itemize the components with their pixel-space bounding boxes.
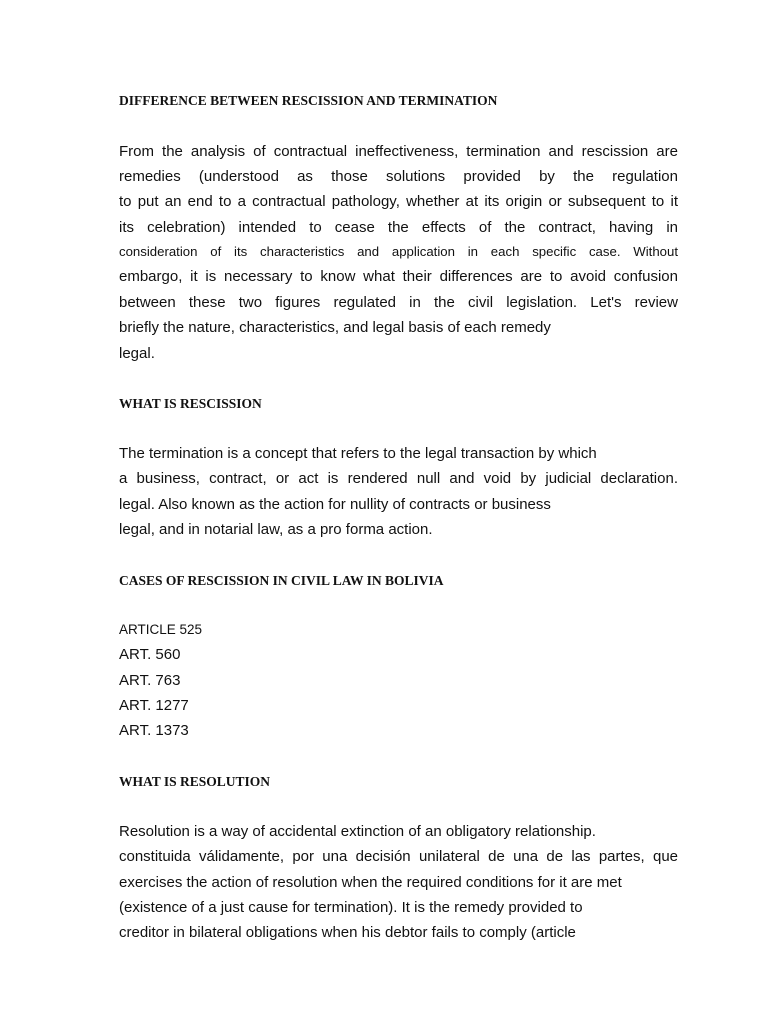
document-title: DIFFERENCE BETWEEN RESCISSION AND TERMINATION — [119, 93, 498, 108]
paragraph-line: remedies (understood as those solutions provided by the regulation — [119, 168, 678, 185]
paragraph-line: constituida válidamente, por una decisión unilateral de una de las partes, que — [119, 848, 678, 865]
paragraph-line: between these two figures regulated in the civil legislation. Let's review — [119, 294, 678, 311]
paragraph-line: legal. Also known as the action for nullity of contracts or business — [119, 496, 551, 513]
section-heading-resolution: WHAT IS RESOLUTION — [119, 774, 271, 789]
list-item: ART. 1373 — [119, 722, 189, 739]
paragraph-line: briefly the nature, characteristics, and legal basis of each remedy — [119, 319, 551, 336]
section-heading-rescission: WHAT IS RESCISSION — [119, 396, 262, 411]
paragraph-line: From the analysis of contractual ineffectiveness, termination and rescission are — [119, 143, 678, 160]
list-item: ART. 560 — [119, 646, 181, 663]
list-item: ART. 763 — [119, 672, 181, 689]
paragraph-line: exercises the action of resolution when the required conditions for it are met — [119, 874, 622, 891]
paragraph-line: to put an end to a contractual pathology, whether at its origin or subsequent to it — [119, 193, 678, 210]
paragraph-line: legal. — [119, 345, 155, 362]
paragraph-line: consideration of its characteristics and application in each specific case. Without — [119, 244, 678, 259]
paragraph-line: its celebration) intended to cease the effects of the contract, having in — [119, 219, 678, 236]
paragraph-line: embargo, it is necessary to know what their differences are to avoid confusion — [119, 268, 678, 285]
paragraph-line: legal, and in notarial law, as a pro forma action. — [119, 521, 433, 538]
paragraph-line: Resolution is a way of accidental extinction of an obligatory relationship. — [119, 823, 596, 840]
list-item: ARTICLE 525 — [119, 622, 203, 637]
section-heading-cases: CASES OF RESCISSION IN CIVIL LAW IN BOLIVIA — [119, 573, 444, 588]
list-item: ART. 1277 — [119, 697, 189, 714]
paragraph-line: (existence of a just cause for termination). It is the remedy provided to — [119, 899, 583, 916]
paragraph-line: The termination is a concept that refers to the legal transaction by which — [119, 445, 597, 462]
paragraph-line: creditor in bilateral obligations when his debtor fails to comply (article — [119, 924, 576, 941]
paragraph-line: a business, contract, or act is rendered null and void by judicial declaration. — [119, 470, 678, 487]
